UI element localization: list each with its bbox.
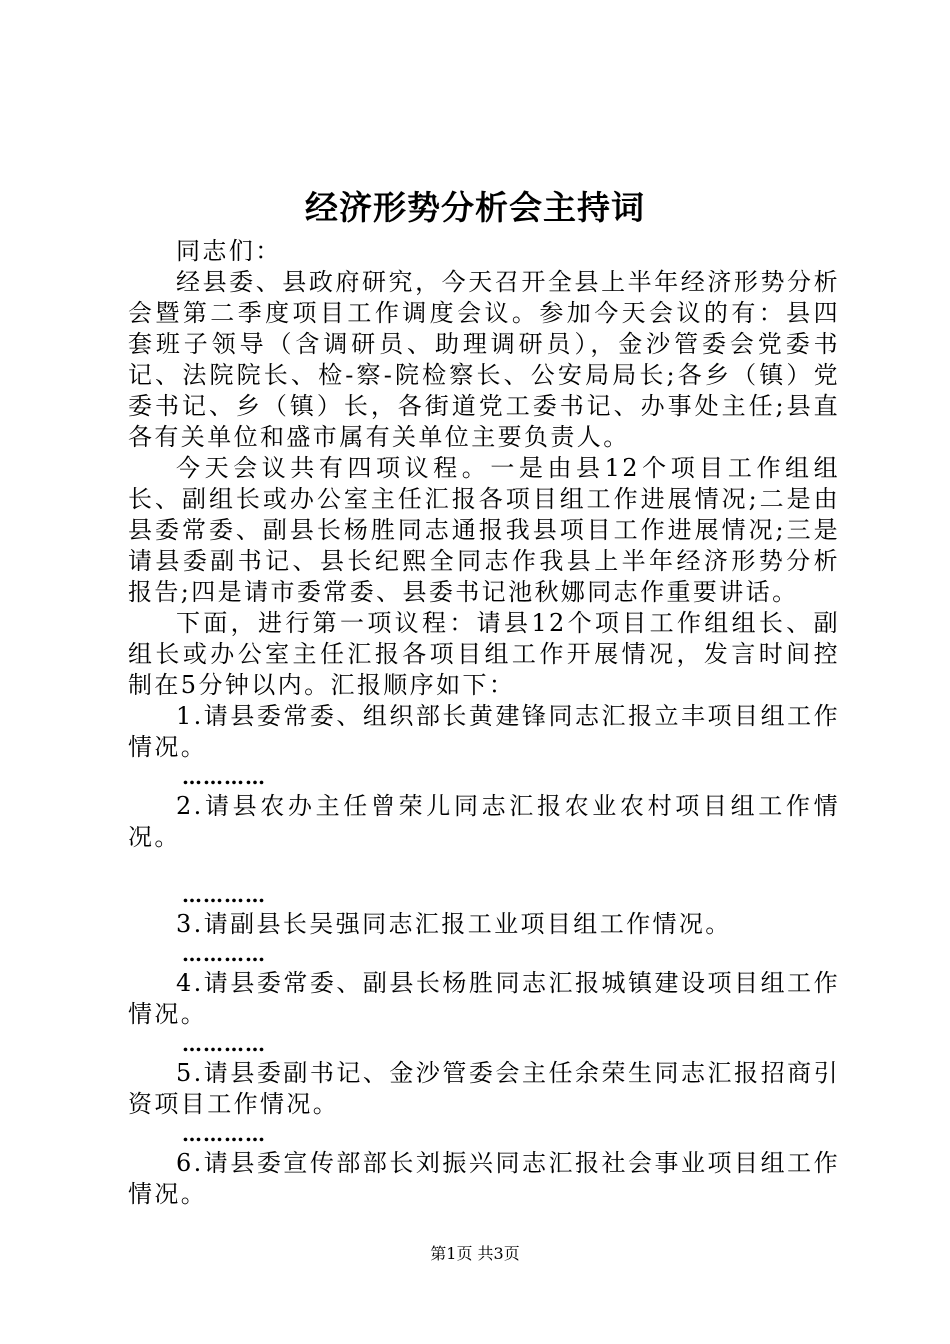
list-item-4: 4.请县委常委、副县长杨胜同志汇报城镇建设项目组工作情况。 — [128, 969, 840, 1028]
ellipsis-3: ………… — [182, 942, 266, 966]
list-item-3: 3.请副县长吴强同志汇报工业项目组工作情况。 — [176, 910, 732, 938]
ellipsis-2: ………… — [182, 883, 266, 907]
ellipsis-4: ………… — [182, 1032, 266, 1056]
list-item-2: 2.请县农办主任曾荣儿同志汇报农业农村项目组工作情况。 — [128, 792, 840, 851]
paragraph-agenda: 今天会议共有四项议程。一是由县12个项目工作组组长、副组长或办公室主任汇报各项目组工作进展情况;二是由县委常委、副县长杨胜同志通报我县项目工作进展情况;三是请县委副书记、县长纪熙全同志作我县上半年经济形势分析报告;四是请市委常委、县委书记池秋娜同志作重要讲话。 — [128, 454, 840, 606]
document-title: 经济形势分析会主持词 — [305, 188, 645, 227]
list-item-6: 6.请县委宣传部部长刘振兴同志汇报社会事业项目组工作情况。 — [128, 1149, 840, 1208]
salutation: 同志们： — [176, 237, 282, 265]
ellipsis-5: ………… — [182, 1122, 266, 1146]
list-item-1: 1.请县委常委、组织部长黄建锋同志汇报立丰项目组工作情况。 — [128, 702, 840, 761]
ellipsis-1: ………… — [182, 765, 266, 789]
document-body — [128, 236, 840, 1210]
list-item-5: 5.请县委副书记、金沙管委会主任余荣生同志汇报招商引资项目工作情况。 — [128, 1059, 840, 1118]
paragraph-first-item: 下面，进行第一项议程：请县12个项目工作组组长、副组长或办公室主任汇报各项目组工作开展情况，发言时间控制在5分钟以内。汇报顺序如下： — [128, 609, 840, 699]
paragraph-intro: 经县委、县政府研究，今天召开全县上半年经济形势分析会暨第二季度项目工作调度会议。参加今天会议的有：县四套班子领导（含调研员、助理调研员），金沙管委会党委书记、法院院长、检-察-院检察长、公安局局长;各乡（镇）党委书记、乡（镇）长，各街道党工委书记、办事处主任;县直各有关单位和盛市属有关单位主要负责人。 — [128, 268, 840, 451]
spacer — [128, 853, 840, 881]
page-footer: 第1页 共3页 — [430, 1244, 520, 1263]
